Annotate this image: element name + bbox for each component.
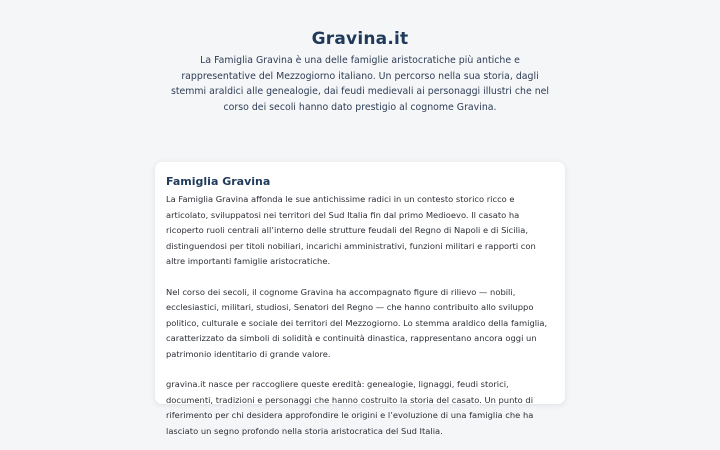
site-header	[0, 28, 720, 115]
card-paragraph-1: La Famiglia Gravina affonda le sue antichissime radici in un contesto storico ricco e articolato, sviluppatosi nei territori del Sud Italia fin dal primo Medioevo. Il casato ha ricoperto ruoli centrali all’interno delle strutture feudali del Regno di Napoli e di Sicilia, distinguendosi per titoli nobiliari, incarichi amministrativi, funzioni militari e rapporti con altre importanti famiglie aristocratiche.	[166, 194, 536, 266]
content-card	[155, 162, 565, 436]
site-intro: La Famiglia Gravina è una delle famiglie aristocratiche più antiche e rappresentative del Mezzogiorno italiano. Un percorso nella sua storia, dagli stemmi araldici alle genealogie, dai feudi medievali ai personaggi illustri che nel corso dei secoli hanno dato prestigio al cognome Gravina.	[170, 55, 550, 113]
card-paragraph-2: Nel corso dei secoli, il cognome Gravina ha accompagnato figure di rilievo — nobili, ecclesiastici, militari, studiosi, Senatori del Regno — che hanno contribuito allo sviluppo politico, culturale e sociale dei territori del Mezzogiorno. Lo stemma araldico della famiglia, caratterizzato da simboli di solidità e continuità dinastica, rappresentano ancora oggi un patrimonio identitario di grande valore.	[166, 286, 548, 359]
card-paragraph-3: gravina.it nasce per raccogliere queste eredità: genealogie, lignaggi, feudi storici, documenti, tradizioni e personaggi che hanno costruito la storia del casato. Un punto di riferimento per chi desidera approfondire le origini e l’evoluzione di una famiglia che ha lasciato un segno profondo nella storia aristocratica del Sud Italia.	[166, 379, 534, 436]
card-title: Famiglia Gravina	[166, 175, 271, 188]
site-title: Gravina.it	[311, 29, 409, 49]
